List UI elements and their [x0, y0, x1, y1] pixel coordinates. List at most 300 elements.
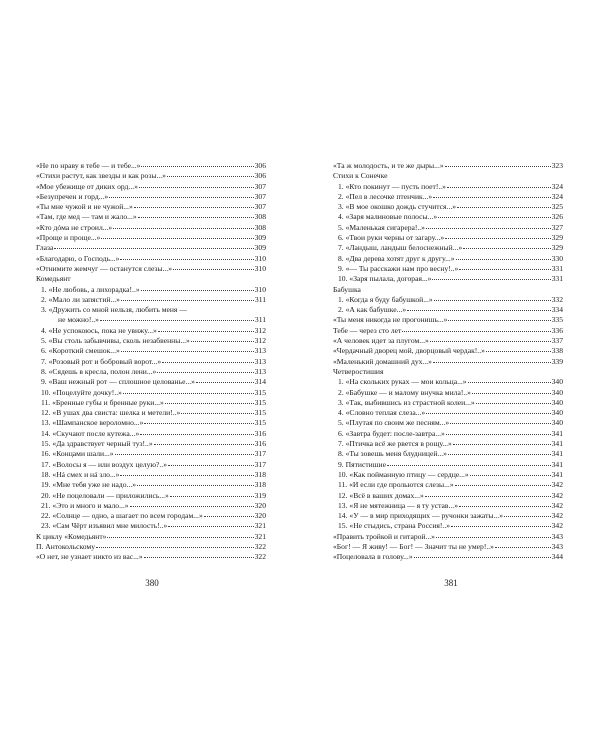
toc-entry-title: 12. «Всё в ваших домах...» [338, 490, 424, 500]
dot-leader [456, 259, 551, 260]
toc-entry [36, 285, 266, 295]
toc-entry [36, 212, 266, 222]
toc-entry [333, 192, 563, 202]
dot-leader [451, 526, 551, 527]
left-page-number: 380 [145, 578, 159, 588]
toc-entry-page: 315 [254, 397, 266, 407]
toc-entry-page: 338 [551, 346, 563, 356]
toc-entry-title: «Проще и проще...» [36, 233, 101, 243]
toc-entry [36, 377, 266, 387]
toc-entry-title: 8. «Ты зовешь меня блудницей...» [338, 449, 447, 459]
toc-entry-title: 15. «Да здравствует черный туз!..» [41, 439, 153, 449]
toc-entry-title: 11. «Бренные губы и бренные руки...» [41, 397, 164, 407]
toc-entry-page: 316 [254, 428, 266, 438]
toc-entry-page: 329 [551, 233, 563, 243]
toc-entry-page: 344 [551, 552, 563, 562]
toc-entry [333, 439, 563, 449]
toc-entry-title: 2. «Бабушке — и малому внучка мила!..» [338, 387, 471, 397]
toc-entry-page: 323 [551, 161, 563, 170]
dot-leader [204, 516, 254, 517]
dot-leader [448, 320, 550, 321]
toc-entry [36, 460, 266, 470]
dot-leader [144, 423, 253, 424]
toc-entry-page: 342 [551, 480, 563, 490]
dot-leader [504, 516, 551, 517]
dot-leader [115, 454, 254, 455]
toc-entry-page: 322 [254, 552, 266, 562]
toc-entry-title: Глаза [36, 243, 54, 253]
toc-entry-page: 340 [551, 408, 563, 418]
toc-entry-page: 320 [254, 511, 266, 521]
dot-leader [101, 238, 253, 239]
toc-entry-page: 334 [551, 305, 563, 315]
toc-entry-title: 17. «Волосы я — или воздух целую?..» [41, 459, 168, 469]
toc-entry-page: 321 [254, 531, 266, 541]
dot-leader [196, 382, 254, 383]
dot-leader [158, 331, 254, 332]
toc-entry-page: 311 [254, 294, 266, 304]
dot-leader [138, 217, 254, 218]
toc-entry [36, 295, 266, 305]
toc-entry-title: 3. «Дружить со мной нельзя, любить меня — [41, 305, 187, 315]
toc-entry-title: 6. «Твои руки черны от загару...» [338, 233, 445, 243]
toc-entry-title: 9. «Ваш нежный рот — сплошное целованье...» [41, 377, 195, 387]
toc-entry [333, 460, 563, 470]
toc-entry-title: 3. «В мое окошко дождь стучится...» [338, 202, 457, 212]
toc-entry [333, 552, 563, 562]
toc-entry-page: 340 [551, 418, 563, 428]
toc-entry [333, 264, 563, 274]
toc-entry [36, 243, 266, 253]
toc-entry-page: 313 [254, 346, 266, 356]
toc-entry-page: 329 [551, 243, 563, 253]
toc-entry-page: 342 [551, 511, 563, 521]
dot-leader [470, 475, 551, 476]
toc-entry [36, 254, 266, 264]
toc-entry-title: 14. «Скучают после кутежа...» [41, 428, 140, 438]
toc-entry-page: 312 [254, 325, 266, 335]
toc-entry-title: «Не по нраву я тебе — и тебе...» [36, 161, 141, 170]
toc-entry-page: 337 [551, 336, 563, 346]
toc-entry-page: 331 [551, 263, 563, 273]
toc-entry-page: 318 [254, 480, 266, 490]
dot-leader [137, 485, 254, 486]
toc-entry [333, 233, 563, 243]
toc-entry [36, 418, 266, 428]
dot-leader [459, 269, 550, 270]
toc-entry [333, 161, 563, 171]
toc-entry-page: 311 [254, 315, 266, 325]
dot-leader [448, 454, 551, 455]
dot-leader [446, 434, 551, 435]
dot-leader [141, 166, 253, 167]
toc-entry-title: 18. «Нá смех и нá зло...» [41, 469, 120, 479]
toc-entry [36, 202, 266, 212]
toc-entry-page: 314 [254, 377, 266, 387]
toc-entry-page: 322 [254, 541, 266, 551]
toc-entry-page: 317 [254, 459, 266, 469]
toc-entry-title: 7. «Птичка всё же рвется в рощу...» [338, 439, 452, 449]
toc-entry-page: 309 [254, 233, 266, 243]
toc-entry-page: 321 [254, 521, 266, 531]
dot-leader [430, 341, 551, 342]
toc-entry [36, 511, 266, 521]
toc-entry-title: 1. «На скольких руках — мои кольца...» [338, 377, 467, 387]
dot-leader [387, 465, 551, 466]
toc-entry-title: «Отнимите жемчуг — останутся слезы...» [36, 263, 173, 273]
toc-entry-page: 324 [551, 181, 563, 191]
toc-entry-title: Комедьянт [36, 274, 71, 284]
dot-leader [407, 310, 550, 311]
toc-entry-title: 23. «Сам Чёрт изъявил мне милость!..» [41, 521, 168, 531]
toc-entry [333, 377, 563, 387]
dot-leader [414, 557, 551, 558]
toc-entry-page: 310 [254, 263, 266, 273]
toc-entry-title: Стихи к Сонечке [333, 171, 388, 181]
toc-entry [333, 326, 563, 336]
toc-entry-title: 14. «У — в мир приходящих — ручонки зажаты...» [338, 511, 503, 521]
toc-entry-title: 12. «В ушах два свиста: шелка и метели!..» [41, 408, 181, 418]
toc-entry-page: 325 [551, 202, 563, 212]
toc-entry [333, 357, 563, 367]
toc-entry-title: 4. «Не успокоюсь, пока не увижу...» [41, 325, 157, 335]
toc-entry [36, 305, 266, 315]
toc-entry-page: 331 [551, 274, 563, 284]
toc-entry-title: «Благодарю, о Господь...» [36, 253, 120, 263]
toc-entry-title: 2. «А как бабушке...» [338, 305, 407, 315]
toc-entry [333, 182, 563, 192]
toc-entry-title: 11. «И если где прольются слезы...» [338, 480, 454, 490]
toc-entry [333, 171, 563, 181]
toc-entry-page: 313 [254, 366, 266, 376]
dot-leader [141, 290, 254, 291]
toc-entry [333, 542, 563, 552]
toc-entry [36, 532, 266, 542]
toc-entry-title: «Безупречен и горд...» [36, 191, 109, 201]
toc-entry [333, 470, 563, 480]
toc-entry [333, 212, 563, 222]
toc-entry [333, 449, 563, 459]
dot-leader [447, 187, 551, 188]
dot-leader [121, 351, 254, 352]
dot-leader [495, 547, 551, 548]
toc-entry [333, 367, 563, 377]
toc-entry [36, 491, 266, 501]
toc-entry-page: 343 [551, 541, 563, 551]
toc-entry-title: Тебе — через сто лет [333, 325, 402, 335]
toc-entry-title: 6. «Короткий смешок...» [41, 346, 120, 356]
toc-entry [36, 274, 266, 284]
toc-entry-page: 324 [551, 191, 563, 201]
toc-entry-page: 310 [254, 253, 266, 263]
toc-entry [333, 480, 563, 490]
toc-entry [333, 315, 563, 325]
toc-entry-page: 309 [254, 243, 266, 253]
dot-leader [162, 362, 253, 363]
toc-entry-title: 13. «Шампанское вероломно...» [41, 418, 144, 428]
toc-entry-page: 340 [551, 377, 563, 387]
dot-leader [472, 393, 551, 394]
toc-entry-title: «Кто дóма не строил...» [36, 222, 113, 232]
toc-entry [333, 532, 563, 542]
dot-leader [120, 475, 253, 476]
toc-entry [36, 336, 266, 346]
toc-entry-page: 340 [551, 387, 563, 397]
toc-entry-title: 4. «Заря малиновые полосы...» [338, 212, 438, 222]
toc-entry-page: 341 [551, 439, 563, 449]
dot-leader [165, 403, 254, 404]
toc-entry-page: 307 [254, 202, 266, 212]
toc-entry [36, 480, 266, 490]
toc-entry [36, 470, 266, 480]
toc-entry-page: 340 [551, 397, 563, 407]
toc-entry [333, 223, 563, 233]
toc-entry [333, 202, 563, 212]
toc-entry-page: 308 [254, 222, 266, 232]
toc-entry [36, 367, 266, 377]
toc-entry-title: «Там, где мед — там и жало...» [36, 212, 137, 222]
toc-entry-page: 307 [254, 181, 266, 191]
toc-entry [333, 398, 563, 408]
toc-entry-title: К циклу «Комедьянт» [36, 531, 107, 541]
dot-leader [100, 320, 254, 321]
toc-entry-title: «Та ж молодость, и те же дыры...» [333, 161, 444, 170]
toc-entry [36, 357, 266, 367]
toc-entry-title: 20. «Не поцеловали — приложились...» [41, 490, 169, 500]
toc-entry-title: 8. «Сядешь в кресла, полон лени...» [41, 366, 157, 376]
toc-entry [333, 295, 563, 305]
toc-entry-title: 9. Пятистишие [338, 459, 386, 469]
dot-leader [468, 382, 551, 383]
toc-entry-page: 315 [254, 408, 266, 418]
toc-entry-page: 320 [254, 500, 266, 510]
toc-entry-page: 316 [254, 439, 266, 449]
dot-leader [426, 413, 550, 414]
toc-entry [36, 161, 266, 171]
dot-leader [140, 434, 253, 435]
toc-entry-title: 5. «Плутая по своим же песням...» [338, 418, 450, 428]
dot-leader [433, 197, 550, 198]
dot-leader [109, 197, 253, 198]
toc-entry-title: 2. «Пел в лесочке птенчик...» [338, 191, 433, 201]
toc-entry-page: 342 [551, 490, 563, 500]
toc-entry [333, 511, 563, 521]
toc-entry-title: «О нет, не узнает никто из вас...» [36, 552, 143, 562]
toc-entry-page: 313 [254, 356, 266, 366]
toc-entry-page: 330 [551, 253, 563, 263]
toc-entry-page: 336 [551, 325, 563, 335]
toc-entry [36, 326, 266, 336]
toc-entry [333, 521, 563, 531]
toc-entry-title: 7. «Ландыш, ландыш белоснежный...» [338, 243, 463, 253]
dot-leader [459, 506, 551, 507]
toc-entry-title: «Маленький домашний дух...» [333, 356, 432, 366]
toc-entry-title: 10. «Поцелуйте дочку!..» [41, 387, 122, 397]
toc-entry [36, 408, 266, 418]
toc-entry [333, 243, 563, 253]
toc-entry-title: 3. «Так, выбившись из страстной колеи...» [338, 397, 475, 407]
toc-entry-title: 5. «Вы столь забывчивы, сколь незабвенны...» [41, 336, 190, 346]
toc-entry-title: 2. «Мало ли запястий...» [41, 294, 120, 304]
toc-entry-title: «Ты мне чужой и не чужой...» [36, 202, 133, 212]
toc-entry-title: 7. «Розовый рот и бобровый ворот...» [41, 356, 162, 366]
toc-entry [333, 305, 563, 315]
dot-leader [445, 238, 550, 239]
toc-entry-page: 326 [551, 212, 563, 222]
toc-entry-title: 16. «Концами шали...» [41, 449, 114, 459]
dot-leader [463, 248, 550, 249]
toc-entry-title: Четверостишия [333, 366, 384, 376]
dot-leader [457, 207, 551, 208]
toc-entry-title: 4. «Словно теплая слеза...» [338, 408, 426, 418]
toc-entry [36, 346, 266, 356]
dot-leader [450, 423, 550, 424]
toc-entry [333, 254, 563, 264]
toc-entry-page: 307 [254, 191, 266, 201]
toc-entry [36, 192, 266, 202]
toc-entry-title: 9. «— Ты расскажи нам про весну!..» [338, 263, 459, 273]
dot-leader [191, 341, 254, 342]
toc-entry [36, 429, 266, 439]
dot-leader [486, 351, 551, 352]
toc-entry-page: 341 [551, 449, 563, 459]
dot-leader [433, 362, 551, 363]
toc-entry-page: 335 [551, 315, 563, 325]
toc-entry [333, 388, 563, 398]
dot-leader [134, 207, 254, 208]
toc-entry-page: 339 [551, 356, 563, 366]
toc-entry-page: 306 [254, 161, 266, 170]
toc-entry-page: 310 [254, 284, 266, 294]
toc-entry-title: «Править тройкой и гитарой...» [333, 531, 435, 541]
toc-entry [36, 315, 266, 325]
toc-entry [36, 552, 266, 562]
toc-entry-page: 315 [254, 418, 266, 428]
dot-leader [107, 537, 253, 538]
toc-entry [333, 491, 563, 501]
dot-leader [170, 496, 254, 497]
toc-entry-page: 327 [551, 222, 563, 232]
dot-leader [167, 176, 254, 177]
dot-leader [113, 228, 253, 229]
dot-leader [425, 496, 551, 497]
toc-entry [36, 542, 266, 552]
dot-leader [445, 166, 551, 167]
toc-entry [333, 336, 563, 346]
dot-leader [168, 465, 254, 466]
toc-entry [36, 398, 266, 408]
dot-leader [476, 403, 551, 404]
toc-entry-title: 1. «Когда я буду бабушкой...» [338, 294, 433, 304]
toc-entry [333, 346, 563, 356]
toc-entry-title: 6. «Завтра будет: после-завтра...» [338, 428, 445, 438]
toc-entry [36, 439, 266, 449]
toc-entry [36, 223, 266, 233]
toc-entry [333, 274, 563, 284]
toc-entry-title: «А человек идет за плугом...» [333, 336, 429, 346]
toc-entry-title: «Бог! — Я живу! — Бог! — Значит ты не умер!..» [333, 541, 494, 551]
right-page-number: 381 [444, 578, 458, 588]
toc-entry-page: 342 [551, 521, 563, 531]
toc-entry [36, 182, 266, 192]
toc-entry-page: 317 [254, 449, 266, 459]
left-page [36, 161, 266, 563]
dot-leader [123, 393, 254, 394]
dot-leader [426, 228, 551, 229]
toc-entry-page: 318 [254, 469, 266, 479]
toc-entry-page: 342 [551, 500, 563, 510]
toc-entry-title: 13. «Я не мятежница — я ту устав...» [338, 500, 459, 510]
toc-entry [333, 418, 563, 428]
dot-leader [436, 537, 551, 538]
toc-entry-title: 19. «Мне тебя уже не надо...» [41, 480, 137, 490]
dot-leader [154, 444, 254, 445]
toc-entry-title: 8. «Два дерева хотят друг к другу...» [338, 253, 455, 263]
toc-entry [333, 408, 563, 418]
dot-leader [434, 300, 551, 301]
dot-leader [402, 331, 550, 332]
toc-entry [333, 429, 563, 439]
dot-leader [453, 444, 551, 445]
dot-leader [96, 547, 254, 548]
dot-leader [144, 557, 254, 558]
toc-entry-title: П. Антокольскому [36, 541, 96, 551]
dot-leader [121, 300, 254, 301]
toc-entry [36, 171, 266, 181]
toc-entry [36, 388, 266, 398]
toc-entry [333, 501, 563, 511]
toc-entry-page: 315 [254, 387, 266, 397]
toc-entry-title: 22. «Солнце — одно, а шагает по всем городам...» [41, 511, 203, 521]
dot-leader [455, 485, 551, 486]
toc-entry-title: не можно!..» [58, 315, 99, 325]
dot-leader [168, 526, 253, 527]
dot-leader [139, 187, 254, 188]
toc-entry-page: 319 [254, 490, 266, 500]
toc-entry-title: Бабушка [333, 284, 361, 294]
right-page [333, 161, 563, 563]
toc-entry [36, 264, 266, 274]
dot-leader [438, 217, 550, 218]
toc-entry [333, 285, 563, 295]
dot-leader [181, 413, 253, 414]
toc-entry-title: «Поцеловала в голову...» [333, 552, 413, 562]
toc-entry-title: 21. «Это и много и мало...» [41, 500, 129, 510]
dot-leader [432, 279, 550, 280]
toc-entry-title: 1. «Не любовь, а лихорадка!..» [41, 284, 140, 294]
toc-entry-page: 341 [551, 428, 563, 438]
toc-entry-page: 343 [551, 531, 563, 541]
toc-entry-title: «Мое убежище от диких орд...» [36, 181, 138, 191]
toc-entry-title: 1. «Кто покинут — пусть поет!..» [338, 181, 446, 191]
toc-entry-page: 341 [551, 469, 563, 479]
toc-entry-title: 10. «Заря пылала, догорая...» [338, 274, 432, 284]
toc-entry-page: 308 [254, 212, 266, 222]
toc-entry-title: 15. «Не стыдись, страна Россия!..» [338, 521, 451, 531]
dot-leader [173, 269, 254, 270]
dot-leader [157, 372, 253, 373]
toc-entry-page: 332 [551, 294, 563, 304]
toc-entry-page: 306 [254, 171, 266, 181]
toc-entry-title: 10. «Как пойманную птицу — сердце...» [338, 469, 469, 479]
toc-entry-title: «Ты меня никогда не прогонишь...» [333, 315, 448, 325]
toc-entry-page: 341 [551, 459, 563, 469]
toc-entry-title: «Стихи растут, как звезды и как розы...» [36, 171, 166, 181]
dot-leader [120, 259, 253, 260]
toc-entry [36, 501, 266, 511]
toc-entry-title: «Чердачный дворец мой, дворцовый чердак!..» [333, 346, 485, 356]
toc-entry-title: 5. «Маленькая сигарера!..» [338, 222, 425, 232]
